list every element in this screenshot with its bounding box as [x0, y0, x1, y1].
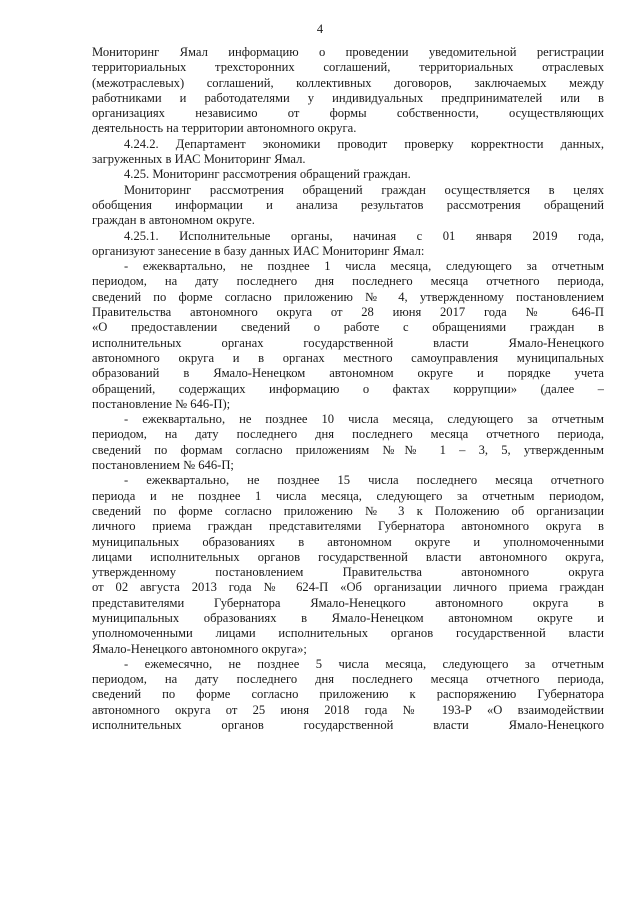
- text-line: организациях независимо от формы собственности, осуществляющих: [92, 106, 604, 121]
- text-line: образований в Ямало-Ненецком автономном округе и порядке учета: [92, 366, 604, 381]
- text-line: организуют занесение в базу данных ИАС Мониторинг Ямал:: [92, 243, 425, 258]
- text-line: сведений по форме согласно приложению № 3 к Положению об организации: [92, 503, 604, 518]
- text-line: сведений по форме согласно приложению к распоряжению Губернатора: [92, 687, 604, 702]
- text-line: периодом, на дату последнего дня последнего месяца отчетного периода,: [92, 274, 604, 289]
- text-line: исполнительных органах государственной власти Ямало-Ненецкого: [92, 335, 604, 350]
- text-line: лицами исполнительных органов государственной власти автономного округа,: [92, 549, 604, 564]
- text-line: «О предоставлении сведений о работе с обращениями граждан в: [92, 320, 604, 335]
- text-line: 4.25.1. Исполнительные органы, начиная с 01 января 2019 года,: [124, 228, 604, 243]
- text-line: - ежеквартально, не позднее 1 числа месяца, следующего за отчетным: [124, 259, 604, 274]
- text-line: Мониторинг Ямал информацию о проведении уведомительной регистрации: [92, 45, 604, 59]
- text-line: 4.24.2. Департамент экономики проводит проверку корректности данных,: [124, 136, 604, 151]
- text-line: обращений, содержащих информацию о фактах коррупции» (далее –: [92, 381, 604, 396]
- text-line: муниципальных образованиях в Ямало-Ненецком автономном округе и: [92, 610, 604, 625]
- text-line: работниками и работодателями у индивидуальных предпринимателей или в: [92, 90, 604, 105]
- text-line: Правительства автономного округа от 28 июня 2017 года № 646-П: [92, 305, 604, 320]
- text-line: периодом, на дату последнего дня последнего месяца отчетного периода,: [92, 427, 604, 442]
- text-line: постановление № 646-П);: [92, 396, 231, 411]
- text-line: - ежеквартально, не позднее 15 числа последнего месяца отчетного: [124, 473, 604, 488]
- text-line: Ямало-Ненецкого автономного округа»;: [92, 641, 307, 656]
- text-line: - ежемесячно, не позднее 5 числа месяца, следующего за отчетным: [124, 656, 604, 671]
- text-line: территориальных трехсторонних соглашений, территориальных отраслевых: [92, 60, 604, 75]
- text-line: Мониторинг рассмотрения обращений граждан осуществляется в целях: [124, 182, 604, 197]
- text-line: автономного округа и в органах местного самоуправления муниципальных: [92, 350, 604, 365]
- text-line: от 02 августа 2013 года № 624-П «Об организации личного приема граждан: [92, 580, 604, 595]
- text-line: периода и не позднее 1 числа месяца, следующего за отчетным периодом,: [92, 488, 604, 503]
- text-line: загруженных в ИАС Мониторинг Ямал.: [92, 152, 306, 167]
- text-line: граждан в автономном округе.: [92, 213, 255, 228]
- text-line: 4.25. Мониторинг рассмотрения обращений граждан.: [124, 167, 411, 182]
- text-line: утвержденному постановлением Правительства автономного округа: [92, 565, 604, 580]
- text-line: обобщения информации и анализа результатов рассмотрения обращений: [92, 197, 604, 212]
- body-text: [92, 45, 604, 733]
- text-line: деятельность на территории автономного округа.: [92, 121, 357, 136]
- text-line: сведений по форме согласно приложению № 4, утвержденному постановлением: [92, 289, 604, 304]
- text-line: исполнительных органов государственной власти Ямало-Ненецкого: [92, 718, 604, 733]
- text-line: периодом, на дату последнего дня последнего месяца отчетного периода,: [92, 672, 604, 687]
- text-line: личного приема граждан представителями Губернатора автономного округа в: [92, 519, 604, 534]
- text-line: сведений по формам согласно приложениям №№ 1 – 3, 5, утвержденным: [92, 442, 604, 457]
- text-line: постановлением № 646-П;: [92, 458, 234, 473]
- text-line: (межотраслевых) соглашений, коллективных договоров, заключаемых между: [92, 75, 604, 90]
- text-line: уполномоченными лицами исполнительных органов государственной власти: [92, 626, 604, 641]
- text-line: - ежеквартально, не позднее 10 числа месяца, следующего за отчетным: [124, 412, 604, 427]
- text-line: муниципальных образованиях в автономном округе и уполномоченными: [92, 534, 604, 549]
- page-number: 4: [316, 22, 324, 36]
- text-line: автономного округа от 25 июня 2018 года № 193-Р «О взаимодействии: [92, 702, 604, 717]
- text-line: представителями Губернатора Ямало-Ненецкого автономного округа в: [92, 595, 604, 610]
